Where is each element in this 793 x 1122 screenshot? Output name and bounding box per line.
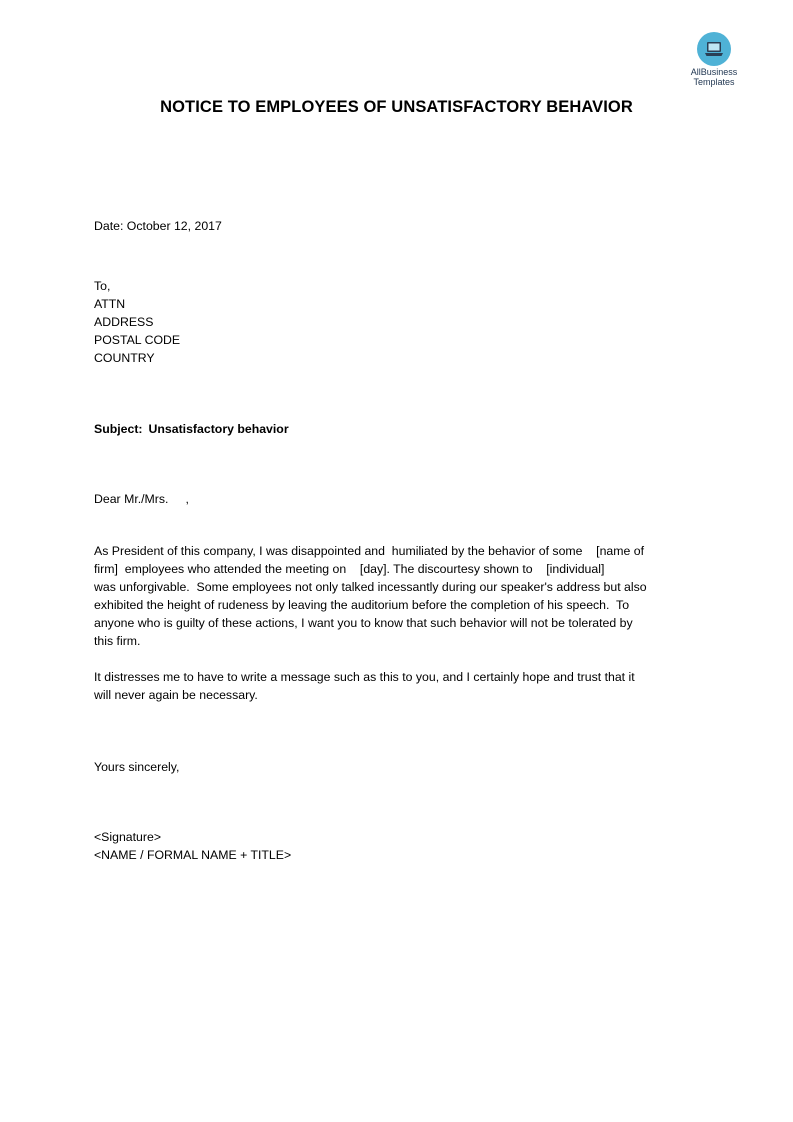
paragraph-line: was unforgivable. Some employees not only talked incessantly during our speaker's address but also (94, 580, 647, 594)
name-title-placeholder: <NAME / FORMAL NAME + TITLE> (94, 848, 292, 862)
address-line: POSTAL CODE (94, 333, 181, 347)
brand-line-2: Templates (693, 77, 735, 87)
salutation (94, 490, 189, 508)
brand-name (682, 67, 746, 87)
brand-logo (682, 32, 746, 87)
letter-date: Date: October 12, 2017 (94, 219, 222, 233)
paragraph-line: firm] employees who attended the meeting on [day]. The discourtesy shown to [individual] (94, 562, 605, 576)
recipient-address (94, 277, 180, 367)
paragraph-line: exhibited the height of rudeness by leaving the auditorium before the completion of his speech. To (94, 598, 630, 612)
paragraph-line: will never again be necessary. (94, 688, 258, 702)
body-paragraph-2 (94, 668, 698, 704)
address-line: To, (94, 279, 111, 293)
subject-label: Subject: (94, 422, 143, 436)
address-line: COUNTRY (94, 351, 155, 365)
letter-subject (94, 420, 289, 438)
letter-closing: Yours sincerely, (94, 760, 180, 774)
paragraph-line: anyone who is guilty of these actions, I want you to know that such behavior will not be tolerated by (94, 616, 633, 630)
signature-block (94, 828, 291, 864)
paragraph-line: As President of this company, I was disappointed and humiliated by the behavior of some [name of (94, 544, 645, 558)
body-paragraph-1 (94, 542, 698, 650)
paragraph-line: this firm. (94, 634, 141, 648)
signature-placeholder: <Signature> (94, 830, 162, 844)
address-line: ADDRESS (94, 315, 154, 329)
paragraph-line: It distresses me to have to write a message such as this to you, and I certainly hope and trust that it (94, 670, 635, 684)
salutation-text: Dear Mr./Mrs. , (94, 492, 189, 506)
document-title: NOTICE TO EMPLOYEES OF UNSATISFACTORY BEHAVIOR (160, 98, 633, 116)
address-line: ATTN (94, 297, 126, 311)
subject-text: Unsatisfactory behavior (148, 422, 289, 436)
brand-line-1: AllBusiness (690, 67, 738, 77)
laptop-icon (697, 32, 731, 66)
